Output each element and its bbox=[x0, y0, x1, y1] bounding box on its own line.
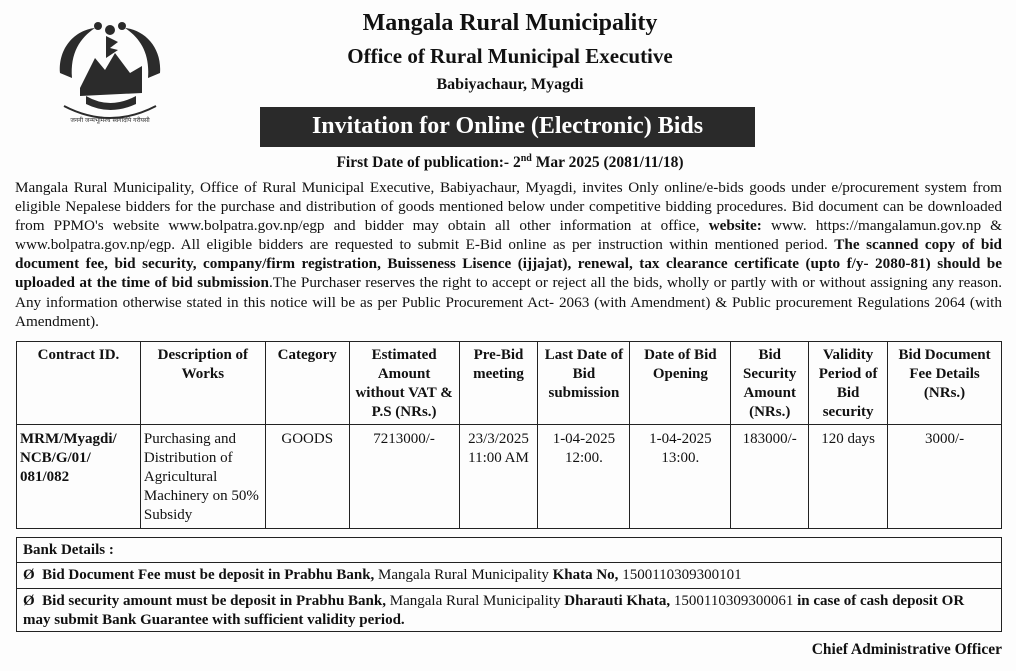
header-prebid: Pre-Bid meeting bbox=[459, 342, 538, 425]
cell-validity: 120 days bbox=[809, 425, 888, 529]
header-contract-id: Contract ID. bbox=[17, 342, 141, 425]
svg-text:जननी जन्मभूमिश्च स्वर्गादपि गर: जननी जन्मभूमिश्च स्वर्गादपि गरीयसी bbox=[70, 117, 150, 124]
cell-fee: 3000/- bbox=[888, 425, 1002, 529]
nepal-emblem-icon bbox=[50, 18, 170, 130]
header-fee: Bid Document Fee Details (NRs.) bbox=[888, 342, 1002, 425]
publication-date: First Date of publication:- 2nd Mar 2025 (2081/11/18) bbox=[336, 153, 684, 172]
signature: Chief Administrative Officer bbox=[811, 641, 1002, 658]
location: Babiyachaur, Myagdi bbox=[436, 76, 584, 93]
header-description: Description of Works bbox=[140, 342, 265, 425]
cell-last-date: 1-04-2025 12:00. bbox=[538, 425, 630, 529]
cell-security: 183000/- bbox=[731, 425, 809, 529]
office-title: Office of Rural Municipal Executive bbox=[347, 44, 673, 68]
table-row bbox=[17, 425, 1002, 529]
header-category: Category bbox=[265, 342, 349, 425]
table-header-row bbox=[17, 342, 1002, 425]
header-opening: Date of Bid Opening bbox=[630, 342, 731, 425]
header-validity: Validity Period of Bid security bbox=[809, 342, 888, 425]
bid-table bbox=[16, 341, 1002, 529]
header-estimated-amount: Estimated Amount without VAT & P.S (NRs.) bbox=[349, 342, 459, 425]
notice-banner: Invitation for Online (Electronic) Bids bbox=[260, 107, 755, 147]
bank-fee-line: Ø Bid Document Fee must be deposit in Prabhu Bank, Mangala Rural Municipality Khata No, 1500110309300101 bbox=[16, 562, 1002, 588]
bank-security-line: Ø Bid security amount must be deposit in Prabhu Bank, Mangala Rural Municipality Dharauti Khata, 1500110309300061 in case of cash deposit OR may submit Bank Guarantee with sufficient validity period. bbox=[16, 588, 1002, 632]
cell-description: Purchasing and Distribution of Agricultural Machinery on 50% Subsidy bbox=[140, 425, 265, 529]
cell-prebid: 23/3/2025 11:00 AM bbox=[459, 425, 538, 529]
cell-opening: 1-04-2025 13:00. bbox=[630, 425, 731, 529]
municipality-title: Mangala Rural Municipality bbox=[362, 10, 658, 36]
cell-amount: 7213000/- bbox=[349, 425, 459, 529]
bank-details-title: Bank Details : bbox=[16, 537, 1002, 562]
cell-contract-id: MRM/Myagdi/ NCB/G/01/ 081/082 bbox=[17, 425, 141, 529]
header-last-date: Last Date of Bid submission bbox=[538, 342, 630, 425]
header-security: Bid Security Amount (NRs.) bbox=[731, 342, 809, 425]
intro-paragraph: Mangala Rural Municipality, Office of Rural Municipal Executive, Babiyachaur, Myagdi, invites Only online/e-bids goods under e/procurement system from eligible Nepalese bidders for the purchase and distribution of goods mentioned below under competitive bidding procedures. Bid document can be downloaded from PPMO's website www.bolpatra.gov.np/egp and bidder may obtain all other information at office, website: www. https://mangalamun.gov.np & www.bolpatra.gov.np/egp. All eligible bidders are requested to submit E-Bid online as per instruction within mentioned period. The scanned copy of bid document fee, bid security, company/firm registration, Buisseness Lisence (ijjajat), renewal, tax clearance certificate (upto f/y- 2080-81) should be uploaded at the time of bid submission.The Purchaser reserves the right to accept or reject all the bids, wholly or partly with or without assigning any reason. Any information otherwise stated in this notice will be as per Public Procurement Act- 2063 (with Amendment) & Public procurement Regulations 2064 (with Amendment). bbox=[15, 179, 1002, 330]
cell-category: GOODS bbox=[265, 425, 349, 529]
